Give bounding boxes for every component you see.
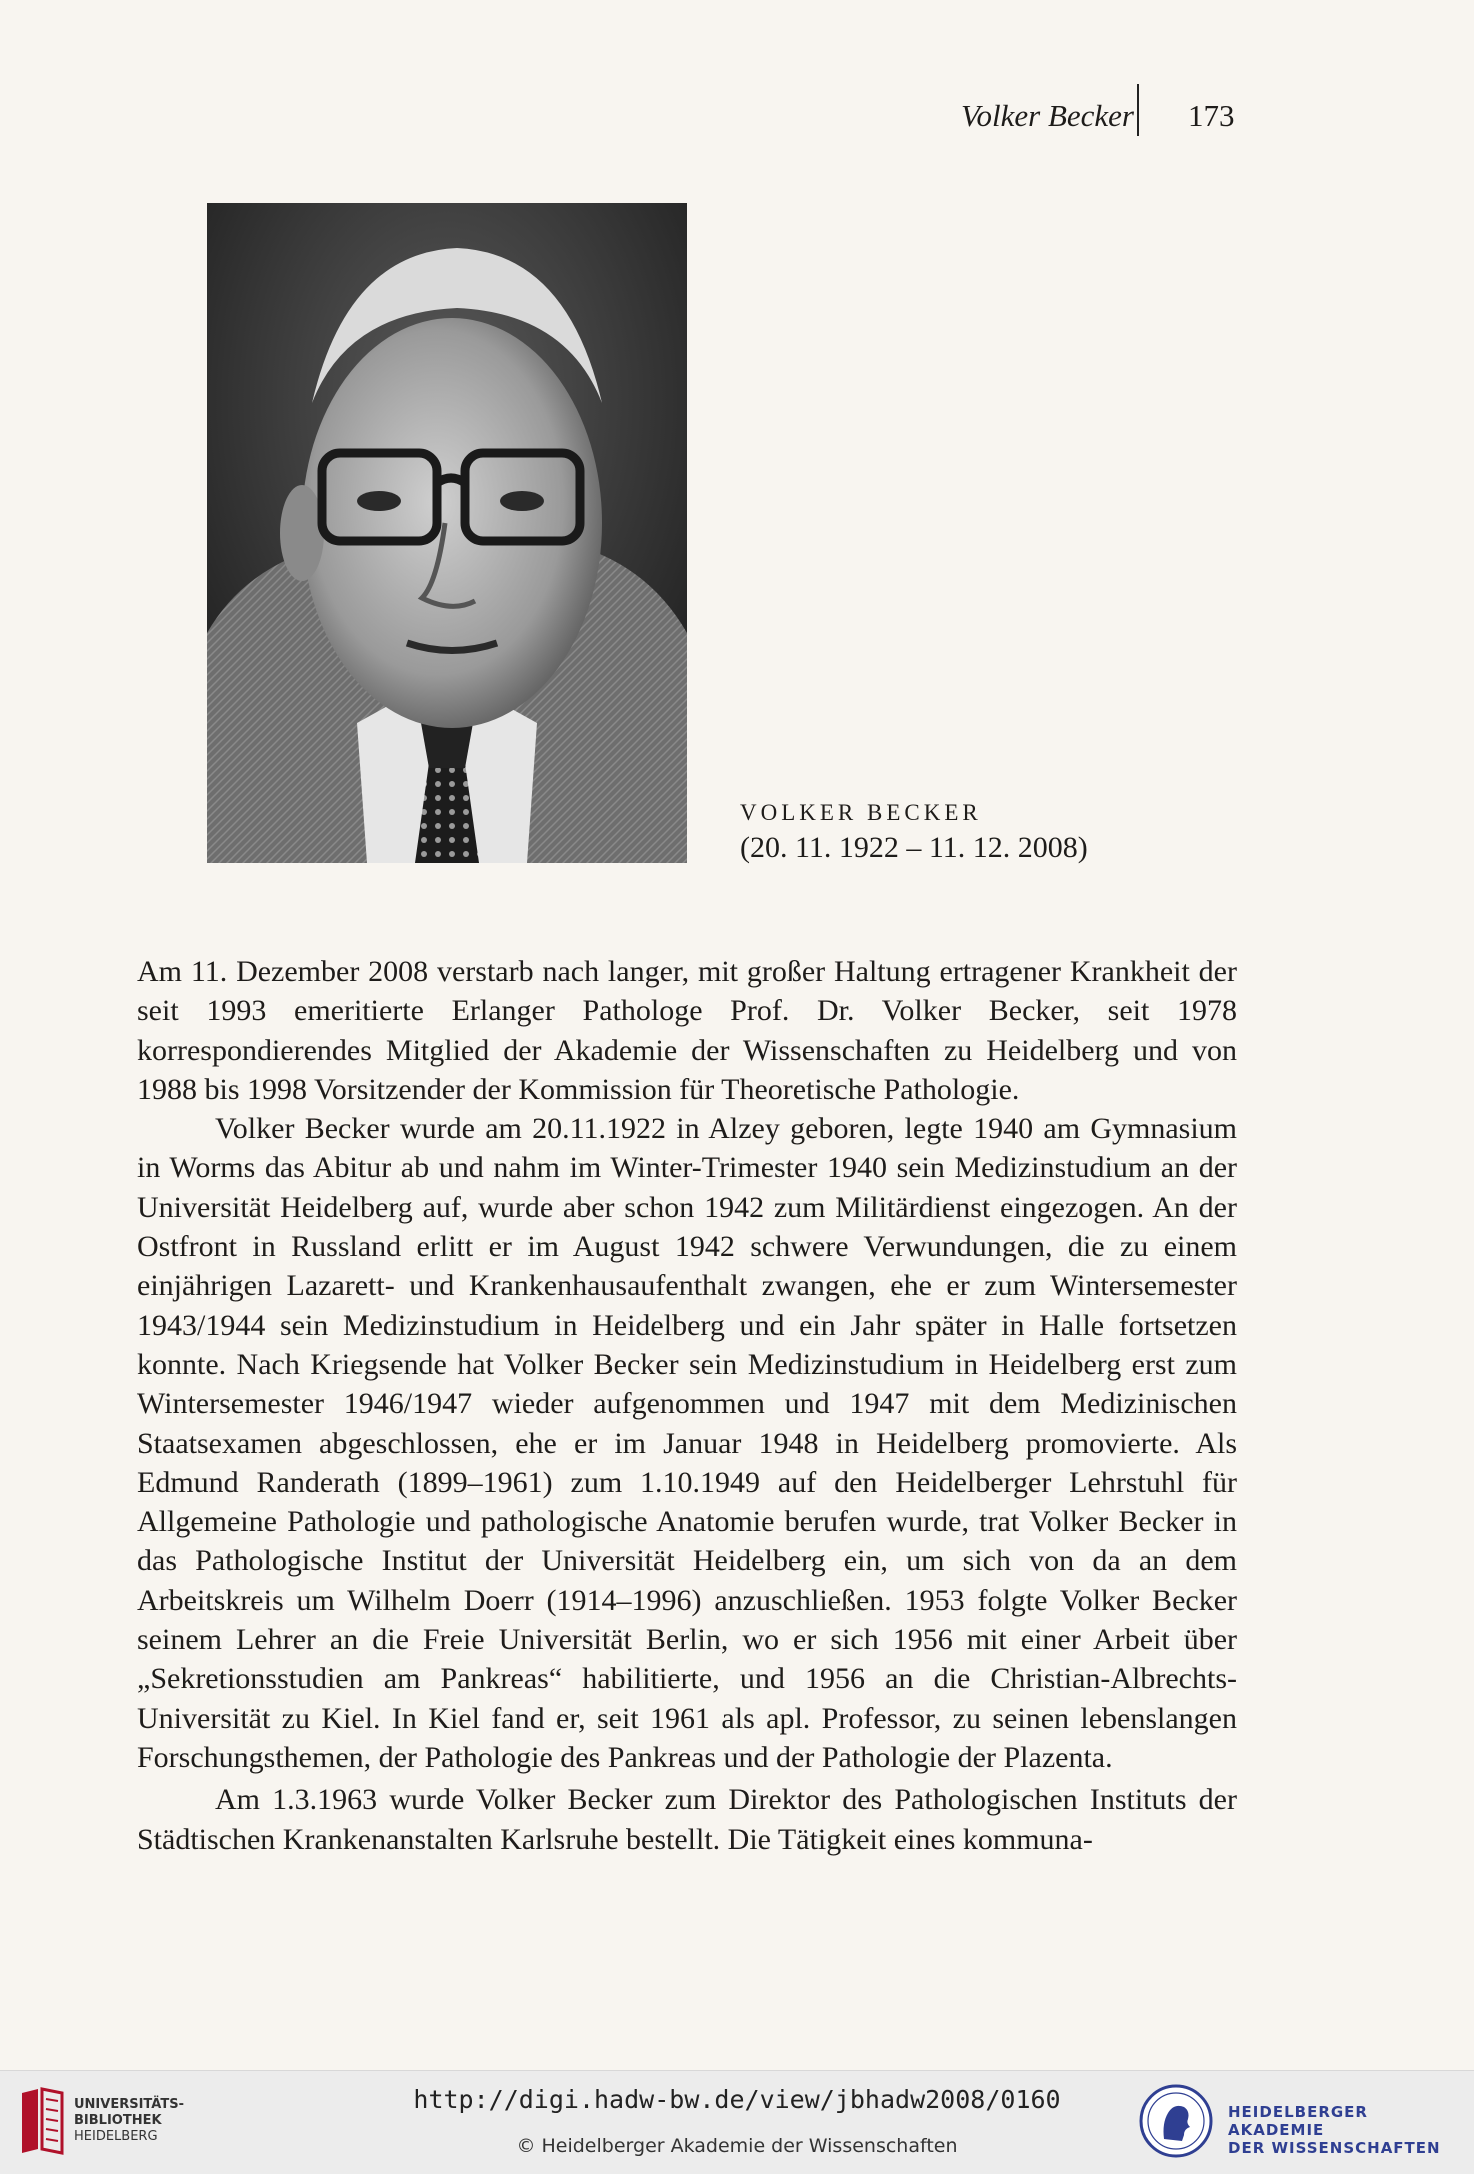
photo-caption xyxy=(740,798,1140,868)
paragraph: Volker Becker wurde am 20.11.1922 in Alzey geboren, legte 1940 am Gymnasium in Worms das Abitur ab und nahm im Winter-Trimester 1940 sein Medizinstudium an der Universität Heidelberg auf, wurde aber schon 1942 zum Militärdienst eingezogen. An der Ostfront in Russland erlitt er im August 1942 schwere Verwundungen, die zu einem einjährigen Lazarett- und Krankenhausaufenthalt zwangen, ehe er zum Wintersemester 1943/1944 sein Medizinstudium in Heidelberg und ein Jahr später in Halle fortsetzen konnte. Nach Kriegsende hat Volker Becker sein Medizinstudium in Heidelberg erst zum Wintersemester 1946/1947 wieder aufgenommen und 1947 mit dem Medizinischen Staatsexamen abgeschlossen, ehe er im Januar 1948 in Heidelberg promovierte. Als Edmund Randerath (1899–1961) zum 1.10.1949 auf den Heidelberger Lehrstuhl für Allgemeine Pathologie und pathologische Anatomie berufen wurde, trat Volker Becker in das Pathologische Institut der Universität Heidelberg ein, um sich von da an dem Arbeitskreis um Wilhelm Doerr (1914–1996) anzuschließen. 1953 folgte Volker Becker seinem Lehrer an die Freie Universität Berlin, wo er sich 1956 mit einer Arbeit über „Sekretionsstudien am Pankreas“ habilitierte, und 1956 an die Christian-Albrechts-Universität zu Kiel. In Kiel fand er, seit 1961 als apl. Professor, zu seinen lebenslangen Forschungsthemen, der Pathologie des Pankreas und der Pathologie der Plazenta. xyxy=(137,1112,1237,1774)
academy-seal-icon xyxy=(1138,2083,1214,2159)
academy-name-line1: HEIDELBERGER AKADEMIE xyxy=(1228,2103,1368,2139)
caption-name: VOLKER BECKER xyxy=(740,800,982,825)
viewer-footer xyxy=(0,2070,1474,2174)
running-head-author: Volker Becker xyxy=(961,98,1134,133)
document-url-link[interactable]: http://digi.hadw-bw.de/view/jbhadw2008/0160 xyxy=(413,2085,1061,2114)
library-name-line2: BIBLIOTHEK xyxy=(74,2113,162,2128)
running-head xyxy=(0,98,1474,142)
page-number: 173 xyxy=(1188,98,1235,133)
paragraph: Am 1.3.1963 wurde Volker Becker zum Direktor des Pathologischen Instituts der Städtischen Krankenanstalten Karlsruhe bestellt. Die Tätigkeit eines kommuna- xyxy=(137,1783,1237,1856)
portrait-illustration xyxy=(207,203,687,863)
copyright-notice: © Heidelberger Akademie der Wissenschaften xyxy=(516,2135,958,2157)
portrait-photo xyxy=(207,203,687,863)
caption-dates: (20. 11. 1922 – 11. 12. 2008) xyxy=(740,831,1088,864)
body-text xyxy=(137,952,1237,1859)
paragraph: Am 11. Dezember 2008 verstarb nach langer, mit großer Haltung ertragener Krankheit der seit 1993 emeritierte Erlanger Pathologe Prof. Dr. Volker Becker, seit 1978 korrespondierendes Mitglied der Akademie der Wissenschaften zu Heidelberg und von 1988 bis 1998 Vorsitzender der Kommission für Theoretische Pathologie. xyxy=(137,955,1237,1106)
library-name-line3: HEIDELBERG xyxy=(74,2129,158,2144)
library-name-line1: UNIVERSITÄTS- xyxy=(74,2097,184,2112)
academy-name-line2: DER WISSENSCHAFTEN xyxy=(1228,2139,1441,2157)
running-head-divider xyxy=(1137,84,1139,136)
academy-logo[interactable] xyxy=(1138,2081,1468,2163)
